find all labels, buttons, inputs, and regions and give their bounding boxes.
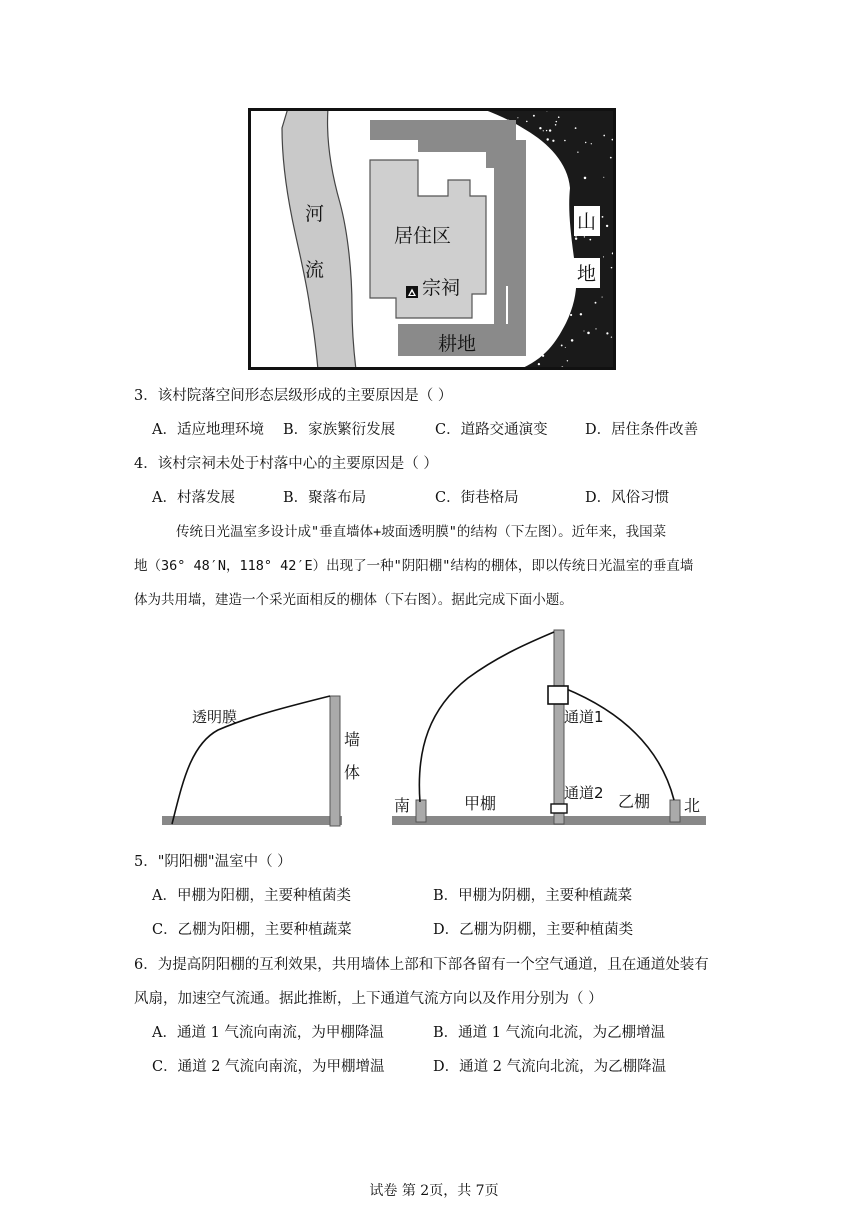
q5-option-c[interactable]: C．乙棚为阳棚，主要种植蔬菜 [152, 922, 352, 938]
star-dot [606, 225, 608, 227]
south-label: 南 [394, 796, 411, 815]
q6-option-c[interactable]: C．通道 2 气流向南流，为甲棚增温 [152, 1059, 385, 1075]
ancestral-hall-label: 宗祠 [422, 277, 461, 299]
star-dot [580, 313, 582, 315]
star-dot [587, 332, 590, 335]
star-dot [542, 355, 544, 357]
star-dot [584, 236, 585, 237]
question-6-stem-line-2: 风扇，加速空气流通。据此推断，上下通道气流方向以及作用分别为（ ） [134, 991, 603, 1007]
shared-wall [554, 630, 564, 824]
greenhouse-diagram-right [388, 628, 710, 834]
river-label-2: 流 [305, 259, 325, 281]
star-dot [538, 363, 540, 365]
q4-option-b[interactable]: B．聚落布局 [283, 490, 367, 506]
star-dot [539, 127, 541, 129]
star-dot [556, 121, 557, 122]
channel-2-label: 通道2 [564, 784, 604, 802]
north-label: 北 [684, 796, 701, 815]
star-dot [577, 152, 578, 153]
passage-line-2: 地（36° 48′N，118° 42′E）出现了一种"阴阳棚"结构的棚体，即以传统日光温室的垂直墙 [134, 558, 694, 574]
greenhouse-diagram-left [160, 690, 375, 832]
q6-option-a[interactable]: A．通道 1 气流向南流，为甲棚降温 [152, 1025, 384, 1041]
star-dot [546, 130, 547, 131]
star-dot [603, 256, 604, 257]
question-4-stem: 4．该村宗祠未处于村落中心的主要原因是（ ） [134, 456, 438, 472]
star-dot [526, 121, 528, 123]
star-dot [583, 330, 584, 331]
star-dot [537, 351, 539, 353]
residential-label: 居住区 [394, 225, 452, 247]
channel-2-box [551, 804, 567, 813]
star-dot [611, 336, 612, 337]
star-dot [558, 116, 560, 118]
farmland-label: 耕地 [438, 333, 477, 355]
shed-a-label: 甲棚 [464, 794, 497, 813]
star-dot [567, 360, 568, 361]
south-post [416, 800, 426, 822]
star-dot [533, 345, 535, 347]
q4-option-c[interactable]: C．街巷格局 [435, 490, 519, 506]
q3-option-b[interactable]: B．家族繁衍发展 [283, 422, 396, 438]
star-dot [561, 344, 563, 346]
wall-label-1: 墙 [344, 730, 361, 749]
channel-1-label: 通道1 [564, 708, 604, 726]
q5-option-a[interactable]: A．甲棚为阳棚，主要种植菌类 [152, 888, 351, 904]
q4-option-a[interactable]: A．村落发展 [152, 490, 235, 506]
q6-option-b[interactable]: B．通道 1 气流向北流，为乙棚增温 [433, 1025, 666, 1041]
q3-option-c[interactable]: C．道路交通演变 [435, 422, 548, 438]
question-5-stem: 5．"阴阳棚"温室中（ ） [134, 854, 292, 870]
north-post [670, 800, 680, 822]
mountain-label-1: 山 [577, 211, 597, 233]
star-dot [610, 157, 612, 159]
star-dot [571, 339, 574, 342]
channel-1-box [548, 686, 568, 704]
star-dot [585, 142, 586, 143]
left-wall [330, 696, 340, 826]
star-dot [575, 236, 576, 237]
passage-line-3: 体为共用墙，建造一个采光面相反的棚体（下右图）。据此完成下面小题。 [134, 592, 573, 608]
passage-line-1: 传统日光温室多设计成"垂直墙体+坡面透明膜"的结构（下左图）。近年来，我国菜 [176, 524, 667, 540]
star-dot [544, 325, 545, 326]
star-dot [591, 143, 592, 144]
shed-b-label: 乙棚 [618, 792, 651, 811]
mountain-label-2: 地 [577, 263, 597, 285]
star-dot [517, 117, 518, 118]
star-dot [575, 127, 577, 129]
film-label: 透明膜 [192, 708, 238, 726]
river-label-1: 河 [305, 203, 325, 225]
star-dot [595, 302, 597, 304]
star-dot [606, 332, 608, 334]
star-dot [552, 140, 554, 142]
star-dot [543, 130, 544, 131]
star-dot [589, 239, 591, 241]
shed-a-film [419, 632, 554, 802]
star-dot [564, 140, 566, 142]
q5-option-d[interactable]: D．乙棚为阴棚，主要种植菌类 [433, 922, 634, 938]
star-dot [603, 135, 605, 137]
q3-option-a[interactable]: A．适应地理环境 [152, 422, 264, 438]
star-dot [602, 216, 604, 218]
question-3-stem: 3．该村院落空间形态层级形成的主要原因是（ ） [134, 388, 453, 404]
star-dot [611, 267, 613, 269]
right-ground [392, 816, 706, 825]
star-dot [570, 314, 572, 316]
star-dot [602, 297, 603, 298]
star-dot [533, 115, 535, 117]
question-6-stem-line-1: 6．为提高阴阳棚的互利效果，共用墙体上部和下部各留有一个空气通道，且在通道处装有 [134, 957, 709, 973]
star-dot [555, 124, 557, 126]
page-footer: 试卷 第 2页，共 7页 [369, 1183, 499, 1199]
star-dot [575, 237, 577, 239]
q5-option-b[interactable]: B．甲棚为阴棚，主要种植蔬菜 [433, 888, 633, 904]
star-dot [551, 336, 553, 338]
star-dot [546, 138, 548, 140]
wall-label-2: 体 [344, 763, 361, 782]
star-dot [565, 347, 566, 348]
q3-option-d[interactable]: D．居住条件改善 [585, 422, 699, 438]
q6-option-d[interactable]: D．通道 2 气流向北流，为乙棚降温 [433, 1059, 667, 1075]
left-ground [162, 816, 342, 825]
star-dot [549, 129, 551, 131]
star-dot [542, 349, 544, 351]
star-dot [584, 177, 587, 180]
village-map [248, 108, 616, 370]
star-dot [603, 177, 604, 178]
star-dot [595, 328, 596, 329]
q4-option-d[interactable]: D．风俗习惯 [585, 490, 670, 506]
